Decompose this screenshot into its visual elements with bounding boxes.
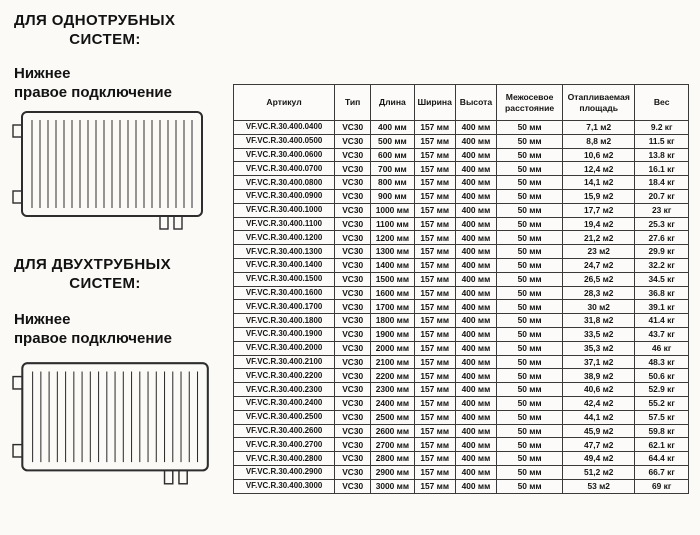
table-cell: 50 мм <box>497 479 563 493</box>
table-cell: VC30 <box>335 383 371 397</box>
table-cell: 9.2 кг <box>635 121 689 135</box>
table-cell: 13.8 кг <box>635 148 689 162</box>
table-cell: 400 мм <box>455 176 496 190</box>
section-heading-two-pipe-line2: СИСТЕМ: <box>69 275 141 292</box>
table-cell: 50 мм <box>497 121 563 135</box>
table-cell: 40,6 м2 <box>563 383 635 397</box>
table-cell: 21,2 м2 <box>563 231 635 245</box>
table-cell: 17,7 м2 <box>563 203 635 217</box>
table-cell: 50 мм <box>497 217 563 231</box>
table-row <box>234 314 689 328</box>
table-cell: VF.VC.R.30.400.3000 <box>234 479 335 493</box>
table-cell: VF.VC.R.30.400.1700 <box>234 300 335 314</box>
table-cell: 157 мм <box>414 314 455 328</box>
table-cell: VC30 <box>335 148 371 162</box>
table-cell: 50 мм <box>497 162 563 176</box>
table-cell: 52.9 кг <box>635 383 689 397</box>
column-header: Артикул <box>234 85 335 121</box>
table-row <box>234 121 689 135</box>
table-cell: 157 мм <box>414 452 455 466</box>
table-cell: 400 мм <box>455 424 496 438</box>
table-cell: 50.6 кг <box>635 369 689 383</box>
table-cell: VC30 <box>335 479 371 493</box>
table-cell: 1900 мм <box>371 327 414 341</box>
table-row <box>234 148 689 162</box>
table-cell: 20.7 кг <box>635 189 689 203</box>
table-cell: VC30 <box>335 327 371 341</box>
table-row <box>234 162 689 176</box>
table-row <box>234 134 689 148</box>
column-header: Ширина <box>414 85 455 121</box>
table-cell: 400 мм <box>455 203 496 217</box>
table-row <box>234 355 689 369</box>
table-cell: VC30 <box>335 121 371 135</box>
table-cell: 400 мм <box>455 314 496 328</box>
table-cell: 2500 мм <box>371 410 414 424</box>
table-cell: VF.VC.R.30.400.2500 <box>234 410 335 424</box>
table-cell: VF.VC.R.30.400.1800 <box>234 314 335 328</box>
table-row <box>234 424 689 438</box>
table-cell: 2300 мм <box>371 383 414 397</box>
connection-label-single-line2: правое подключение <box>14 84 172 101</box>
table-cell: 400 мм <box>455 396 496 410</box>
table-row <box>234 300 689 314</box>
table-cell: VC30 <box>335 231 371 245</box>
table-cell: 50 мм <box>497 465 563 479</box>
table-cell: VC30 <box>335 272 371 286</box>
table-row <box>234 369 689 383</box>
table-cell: VC30 <box>335 217 371 231</box>
table-row <box>234 438 689 452</box>
table-cell: 157 мм <box>414 162 455 176</box>
table-cell: 23 кг <box>635 203 689 217</box>
table-cell: 400 мм <box>455 245 496 259</box>
table-cell: 50 мм <box>497 314 563 328</box>
table-cell: 7,1 м2 <box>563 121 635 135</box>
table-cell: 32.2 кг <box>635 258 689 272</box>
table-cell: VF.VC.R.30.400.1500 <box>234 272 335 286</box>
table-cell: 400 мм <box>455 438 496 452</box>
table-cell: 2400 мм <box>371 396 414 410</box>
section-heading-single-pipe-line2: СИСТЕМ: <box>69 31 141 48</box>
table-cell: 15,9 м2 <box>563 189 635 203</box>
connection-label-two-line2: правое подключение <box>14 330 172 347</box>
table-cell: 400 мм <box>455 452 496 466</box>
table-cell: 50 мм <box>497 245 563 259</box>
table-cell: VC30 <box>335 438 371 452</box>
table-cell: VF.VC.R.30.400.0600 <box>234 148 335 162</box>
table-cell: 8,8 м2 <box>563 134 635 148</box>
table-cell: 29.9 кг <box>635 245 689 259</box>
table-cell: 400 мм <box>455 465 496 479</box>
table-cell: 44,1 м2 <box>563 410 635 424</box>
table-cell: 50 мм <box>497 410 563 424</box>
table-cell: 157 мм <box>414 410 455 424</box>
table-row <box>234 272 689 286</box>
table-cell: 50 мм <box>497 355 563 369</box>
table-row <box>234 396 689 410</box>
table-cell: 23 м2 <box>563 245 635 259</box>
table-cell: VF.VC.R.30.400.2200 <box>234 369 335 383</box>
table-cell: 50 мм <box>497 452 563 466</box>
table-cell: 24,7 м2 <box>563 258 635 272</box>
table-cell: 2100 мм <box>371 355 414 369</box>
table-cell: VC30 <box>335 176 371 190</box>
column-header: Вес <box>635 85 689 121</box>
table-cell: VC30 <box>335 341 371 355</box>
table-cell: 400 мм <box>455 341 496 355</box>
table-cell: 50 мм <box>497 341 563 355</box>
table-cell: 1400 мм <box>371 258 414 272</box>
table-row <box>234 383 689 397</box>
table-cell: 1600 мм <box>371 286 414 300</box>
table-cell: 66.7 кг <box>635 465 689 479</box>
table-row <box>234 341 689 355</box>
table-cell: 50 мм <box>497 424 563 438</box>
table-cell: 50 мм <box>497 148 563 162</box>
table-cell: 400 мм <box>455 410 496 424</box>
table-cell: 157 мм <box>414 203 455 217</box>
table-cell: 157 мм <box>414 327 455 341</box>
table-cell: 50 мм <box>497 327 563 341</box>
table-cell: 1500 мм <box>371 272 414 286</box>
table-cell: 69 кг <box>635 479 689 493</box>
table-cell: 2200 мм <box>371 369 414 383</box>
table-cell: 50 мм <box>497 300 563 314</box>
table-row <box>234 452 689 466</box>
table-cell: 157 мм <box>414 189 455 203</box>
section-heading-two-pipe-line1: ДЛЯ ДВУХТРУБНЫХ <box>14 256 172 273</box>
table-cell: VC30 <box>335 410 371 424</box>
table-cell: 157 мм <box>414 245 455 259</box>
table-cell: VF.VC.R.30.400.0900 <box>234 189 335 203</box>
table-row <box>234 217 689 231</box>
table-row <box>234 479 689 493</box>
table-cell: 18.4 кг <box>635 176 689 190</box>
table-cell: VC30 <box>335 314 371 328</box>
table-cell: VF.VC.R.30.400.0700 <box>234 162 335 176</box>
table-cell: 30 м2 <box>563 300 635 314</box>
table-cell: 35,3 м2 <box>563 341 635 355</box>
table-cell: 1800 мм <box>371 314 414 328</box>
table-row <box>234 176 689 190</box>
table-cell: 157 мм <box>414 396 455 410</box>
table-row <box>234 231 689 245</box>
table-cell: 39.1 кг <box>635 300 689 314</box>
column-header: Межосевое расстояние <box>497 85 563 121</box>
table-cell: 37,1 м2 <box>563 355 635 369</box>
table-cell: 27.6 кг <box>635 231 689 245</box>
connection-label-two-line1: Нижнее <box>14 311 71 328</box>
connection-label-single-line1: Нижнее <box>14 65 71 82</box>
table-cell: VC30 <box>335 396 371 410</box>
table-cell: 19,4 м2 <box>563 217 635 231</box>
table-cell: VF.VC.R.30.400.1400 <box>234 258 335 272</box>
table-cell: 400 мм <box>455 286 496 300</box>
table-cell: 400 мм <box>371 121 414 135</box>
table-cell: 2800 мм <box>371 452 414 466</box>
table-cell: 1000 мм <box>371 203 414 217</box>
table-cell: 50 мм <box>497 272 563 286</box>
table-cell: VC30 <box>335 355 371 369</box>
table-cell: 48.3 кг <box>635 355 689 369</box>
table-cell: 400 мм <box>455 121 496 135</box>
spec-table-head-row <box>234 85 689 121</box>
table-cell: 157 мм <box>414 479 455 493</box>
table-row <box>234 465 689 479</box>
column-header: Высота <box>455 85 496 121</box>
table-cell: 800 мм <box>371 176 414 190</box>
table-cell: 1700 мм <box>371 300 414 314</box>
table-cell: 157 мм <box>414 231 455 245</box>
table-cell: 46 кг <box>635 341 689 355</box>
table-cell: 400 мм <box>455 148 496 162</box>
table-cell: 50 мм <box>497 396 563 410</box>
table-cell: 2700 мм <box>371 438 414 452</box>
table-cell: 50 мм <box>497 286 563 300</box>
table-cell: 16.1 кг <box>635 162 689 176</box>
table-cell: 51,2 м2 <box>563 465 635 479</box>
table-cell: 49,4 м2 <box>563 452 635 466</box>
table-cell: 47,7 м2 <box>563 438 635 452</box>
table-row <box>234 189 689 203</box>
table-cell: 34.5 кг <box>635 272 689 286</box>
table-cell: VF.VC.R.30.400.1900 <box>234 327 335 341</box>
table-cell: 157 мм <box>414 272 455 286</box>
table-cell: 157 мм <box>414 217 455 231</box>
table-cell: 1100 мм <box>371 217 414 231</box>
table-cell: VF.VC.R.30.400.1600 <box>234 286 335 300</box>
table-cell: 157 мм <box>414 300 455 314</box>
table-cell: VF.VC.R.30.400.2800 <box>234 452 335 466</box>
table-cell: 400 мм <box>455 162 496 176</box>
table-cell: 157 мм <box>414 355 455 369</box>
table-cell: 157 мм <box>414 176 455 190</box>
table-cell: VF.VC.R.30.400.1000 <box>234 203 335 217</box>
table-cell: 157 мм <box>414 258 455 272</box>
table-cell: 50 мм <box>497 231 563 245</box>
table-cell: 50 мм <box>497 189 563 203</box>
table-cell: 500 мм <box>371 134 414 148</box>
table-cell: 157 мм <box>414 286 455 300</box>
table-cell: 28,3 м2 <box>563 286 635 300</box>
table-cell: 400 мм <box>455 355 496 369</box>
table-cell: 3000 мм <box>371 479 414 493</box>
table-cell: 157 мм <box>414 465 455 479</box>
table-cell: 41.4 кг <box>635 314 689 328</box>
table-cell: 400 мм <box>455 272 496 286</box>
table-cell: 400 мм <box>455 258 496 272</box>
table-cell: VC30 <box>335 258 371 272</box>
spec-table-body <box>234 121 689 494</box>
table-cell: 157 мм <box>414 383 455 397</box>
table-cell: VC30 <box>335 286 371 300</box>
table-cell: 700 мм <box>371 162 414 176</box>
table-row <box>234 410 689 424</box>
table-cell: VC30 <box>335 424 371 438</box>
table-cell: VC30 <box>335 300 371 314</box>
table-cell: 157 мм <box>414 134 455 148</box>
table-cell: VC30 <box>335 245 371 259</box>
table-cell: VF.VC.R.30.400.2600 <box>234 424 335 438</box>
table-cell: VF.VC.R.30.400.2700 <box>234 438 335 452</box>
table-cell: 53 м2 <box>563 479 635 493</box>
table-cell: 50 мм <box>497 176 563 190</box>
table-row <box>234 286 689 300</box>
table-cell: VF.VC.R.30.400.2000 <box>234 341 335 355</box>
table-cell: 157 мм <box>414 369 455 383</box>
table-cell: 157 мм <box>414 121 455 135</box>
spec-table <box>233 84 689 494</box>
table-cell: 157 мм <box>414 341 455 355</box>
table-cell: 25.3 кг <box>635 217 689 231</box>
table-cell: 900 мм <box>371 189 414 203</box>
table-cell: VC30 <box>335 134 371 148</box>
table-row <box>234 327 689 341</box>
table-cell: 59.8 кг <box>635 424 689 438</box>
table-cell: 1200 мм <box>371 231 414 245</box>
table-cell: 26,5 м2 <box>563 272 635 286</box>
table-cell: 12,4 м2 <box>563 162 635 176</box>
table-cell: 50 мм <box>497 258 563 272</box>
table-cell: 64.4 кг <box>635 452 689 466</box>
table-cell: 400 мм <box>455 479 496 493</box>
table-cell: VC30 <box>335 162 371 176</box>
table-cell: 400 мм <box>455 134 496 148</box>
table-cell: 57.5 кг <box>635 410 689 424</box>
table-cell: 36.8 кг <box>635 286 689 300</box>
table-cell: 400 мм <box>455 327 496 341</box>
table-cell: VF.VC.R.30.400.0400 <box>234 121 335 135</box>
table-cell: 50 мм <box>497 438 563 452</box>
table-cell: 400 мм <box>455 300 496 314</box>
table-cell: 157 мм <box>414 424 455 438</box>
table-cell: 400 мм <box>455 217 496 231</box>
column-header: Тип <box>335 85 371 121</box>
table-cell: VF.VC.R.30.400.0800 <box>234 176 335 190</box>
table-cell: 157 мм <box>414 438 455 452</box>
table-cell: VF.VC.R.30.400.2100 <box>234 355 335 369</box>
table-cell: VF.VC.R.30.400.0500 <box>234 134 335 148</box>
table-cell: 2900 мм <box>371 465 414 479</box>
table-cell: VF.VC.R.30.400.2300 <box>234 383 335 397</box>
table-cell: 2000 мм <box>371 341 414 355</box>
table-cell: VF.VC.R.30.400.2900 <box>234 465 335 479</box>
table-cell: 600 мм <box>371 148 414 162</box>
table-cell: 31,8 м2 <box>563 314 635 328</box>
column-header: Отапливаемая площадь <box>563 85 635 121</box>
table-cell: 38,9 м2 <box>563 369 635 383</box>
table-cell: VF.VC.R.30.400.1300 <box>234 245 335 259</box>
table-cell: 157 мм <box>414 148 455 162</box>
table-cell: 400 мм <box>455 369 496 383</box>
table-cell: 45,9 м2 <box>563 424 635 438</box>
table-cell: VC30 <box>335 189 371 203</box>
table-cell: VC30 <box>335 203 371 217</box>
table-cell: VF.VC.R.30.400.1100 <box>234 217 335 231</box>
table-cell: 10,6 м2 <box>563 148 635 162</box>
column-header: Длина <box>371 85 414 121</box>
table-cell: 400 мм <box>455 189 496 203</box>
table-row <box>234 245 689 259</box>
table-cell: 55.2 кг <box>635 396 689 410</box>
table-cell: VF.VC.R.30.400.1200 <box>234 231 335 245</box>
table-cell: 43.7 кг <box>635 327 689 341</box>
table-cell: VC30 <box>335 465 371 479</box>
table-cell: VC30 <box>335 369 371 383</box>
table-row <box>234 258 689 272</box>
table-cell: 14,1 м2 <box>563 176 635 190</box>
table-cell: 1300 мм <box>371 245 414 259</box>
table-cell: 50 мм <box>497 203 563 217</box>
table-cell: 33,5 м2 <box>563 327 635 341</box>
table-row <box>234 203 689 217</box>
table-cell: 11.5 кг <box>635 134 689 148</box>
table-cell: 2600 мм <box>371 424 414 438</box>
radiator-diagram-single-pipe <box>12 108 208 234</box>
table-cell: 50 мм <box>497 369 563 383</box>
radiator-diagram-two-pipe <box>12 356 214 492</box>
table-cell: 50 мм <box>497 383 563 397</box>
table-cell: 50 мм <box>497 134 563 148</box>
table-cell: VC30 <box>335 452 371 466</box>
table-cell: 400 мм <box>455 231 496 245</box>
table-cell: VF.VC.R.30.400.2400 <box>234 396 335 410</box>
section-heading-single-pipe-line1: ДЛЯ ОДНОТРУБНЫХ <box>14 12 176 29</box>
table-cell: 400 мм <box>455 383 496 397</box>
table-cell: 42,4 м2 <box>563 396 635 410</box>
table-cell: 62.1 кг <box>635 438 689 452</box>
